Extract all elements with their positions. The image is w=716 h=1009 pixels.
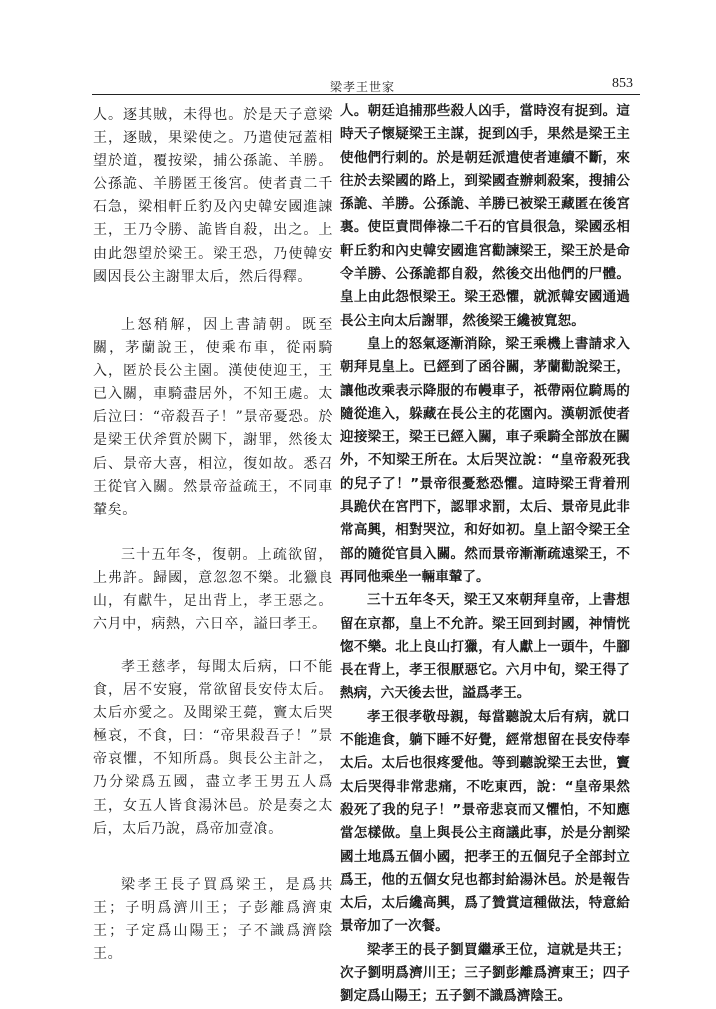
running-title: 梁孝王世家 — [330, 80, 396, 94]
classical-paragraph: 上怒稍解，因上書請朝。既至關，茅蘭說王，使乘布車，從兩騎入，匿於長公主園。漢使使迎王，王已入關，車騎盡居外，不知王處。太后泣曰：“帝殺吾子！”景帝憂恐。於是梁王伏斧質於闕下，謝罪，然後太后、景帝大喜，相泣，復如故。悉召王從官入關。然景帝益疏王，不同車輦矣。 — [93, 317, 333, 518]
translation-paragraph: 梁孝王的長子劉買繼承王位，這就是共王；次子劉明爲濟川王；三子劉彭離爲濟東王；四子劉定爲山陽王；五子劉不識爲濟陰王。 — [340, 941, 630, 1005]
classical-paragraph: 孝王慈孝，每聞太后病，口不能食，居不安寢，常欲留長安侍太后。太后亦愛之。及聞梁王薨，竇太后哭極哀，不食，曰：“帝果殺吾子！”景帝哀懼，不知所爲。與長公主計之，乃分梁爲五國，盡立孝王男五人爲王，女五人皆食湯沐邑。於是奏之太后，太后乃說，爲帝加壹飡。 — [93, 659, 333, 837]
page-header — [92, 74, 632, 96]
classical-paragraph: 三十五年冬，復朝。上疏欲留，上弗許。歸國，意忽忽不樂。北獵良山，有獻牛，足出背上，孝王惡之。六月中，病熱，六日卒，謚曰孝王。 — [93, 547, 333, 633]
classical-paragraph: 梁孝王長子買爲梁王，是爲共王；子明爲濟川王；子彭離爲濟東王；子定爲山陽王；子不識爲濟陰王。 — [93, 877, 333, 963]
page-number: 853 — [612, 76, 633, 91]
classical-paragraph: 人。逐其賊，未得也。於是天子意梁王，逐賊，果梁使之。乃遣使冠蓋相望於道，覆按梁，捕公孫詭、羊勝。公孫詭、羊勝匿王後宮。使者責二千石急，梁相軒丘豹及內史韓安國進諫王，王乃令勝、詭皆自殺，出之。上由此怨望於梁王。梁王恐，乃使韓安國因長公主謝罪太后，然后得釋。 — [93, 107, 333, 285]
modern-translation-column — [340, 100, 630, 1009]
translation-paragraph: 皇上的怒氣逐漸消除，梁王乘機上書請求入朝拜見皇上。已經到了函谷關，茅蘭勸說梁王，讓他改乘表示降服的布幔車子，祇帶兩位騎馬的隨從進入，躲藏在長公主的花園內。漢朝派使者迎接梁王，梁王已經入關，車子乘騎全部放在關外，不知梁王所在。太后哭泣說：“皇帝殺死我的兒子了！”景帝很憂愁恐懼。這時梁王背着刑具跪伏在宮門下，認罪求罰，太后、景帝見此非常高興，相對哭泣，和好如初。皇上詔令梁王全部的隨從官員入關。然而景帝漸漸疏遠梁王，不再同他乘坐一輛車輦了。 — [340, 335, 630, 585]
translation-paragraph: 孝王很孝敬母親，每當聽說太后有病，就口不能進食，躺下睡不好覺，經常想留在長安侍奉太后。太后也很疼愛他。等到聽說梁王去世，竇太后哭得非常悲痛，不吃東西，說：“皇帝果然殺死了我的兒子！”景帝悲哀而又懼怕，不知應當怎樣做。皇上與長公主商議此事，於是分割梁國土地爲五個小國，把孝王的五個兒子全部封立爲王，他的五個女兒也都封給湯沐邑。於是報告太后，太后纔高興，爲了贊賞這種做法，特意給景帝加了一次餐。 — [340, 708, 630, 935]
header-rule — [92, 94, 640, 95]
translation-paragraph: 三十五年冬天，梁王又來朝拜皇帝，上書想留在京都，皇上不允許。梁王回到封國，神情恍惚不樂。北上良山打獵，有人獻上一頭牛，牛腳長在背上，孝王很厭惡它。六月中旬，梁王得了熱病，六天後去世，謚爲孝王。 — [340, 592, 630, 702]
translation-paragraph: 人。朝廷追捕那些殺人凶手，當時沒有捉到。這時天子懷疑梁王主謀，捉到凶手，果然是梁王主使他們行刺的。於是朝廷派遣使者連續不斷，來往於去梁國的路上，到梁國查辦刺殺案，搜捕公孫詭、羊勝。公孫詭、羊勝已被梁王藏匿在後宮裏。使臣責問俸祿二千石的官員很急，梁國丞相軒丘豹和內史韓安國進宮勸諫梁王，梁王於是命令羊勝、公孫詭都自殺，然後交出他們的尸體。皇上由此怨恨梁王。梁王恐懼，就派韓安國通過長公主向太后謝罪，然後梁王纔被寬恕。 — [340, 103, 630, 329]
